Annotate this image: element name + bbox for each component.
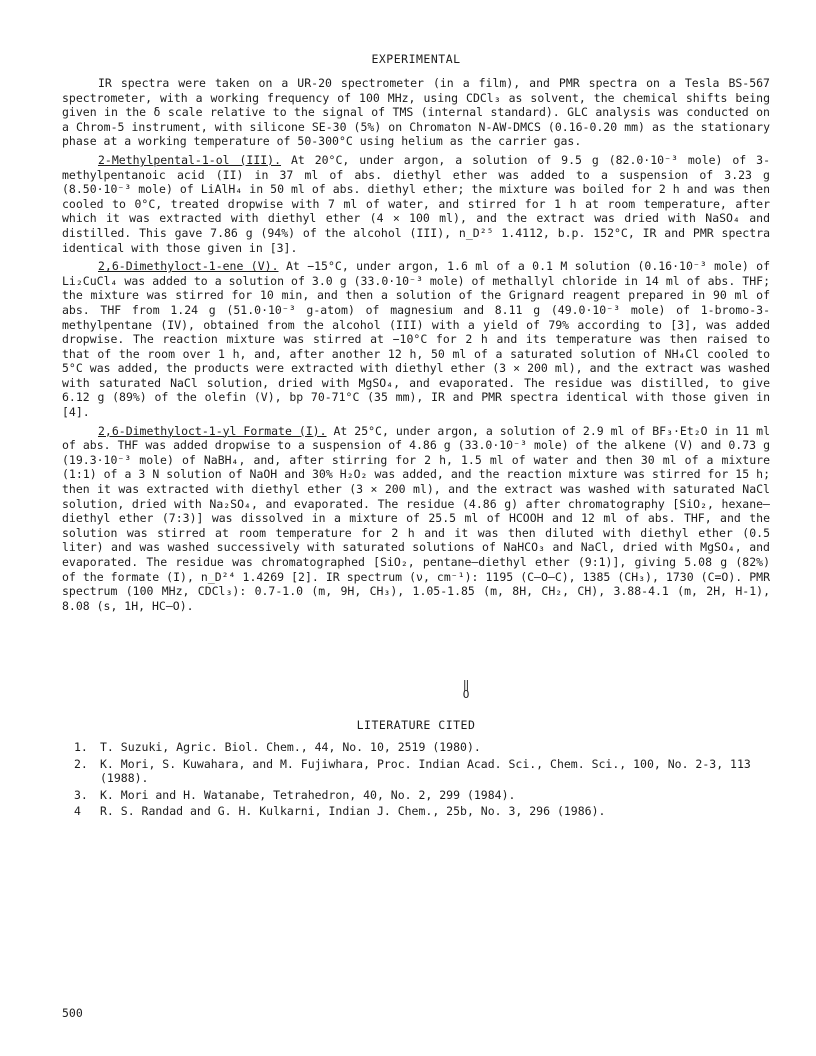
paragraph-methylpentanol xyxy=(62,153,770,255)
literature-title: LITERATURE CITED xyxy=(356,718,476,732)
reference-text: T. Suzuki, Agric. Biol. Chem., 44, No. 10, 2519 (1980). xyxy=(100,740,481,754)
reference-text: R. S. Randad and G. H. Kulkarni, Indian J. Chem., 25b, No. 3, 296 (1986). xyxy=(100,804,606,819)
reference-item xyxy=(62,788,770,803)
page-number: 500 xyxy=(62,1006,83,1020)
heading-methylpentanol: 2-Methylpental-1-ol (III). xyxy=(98,152,282,167)
reference-number: 1. xyxy=(74,740,88,754)
reference-item xyxy=(62,757,770,786)
reference-number: 3. xyxy=(74,787,88,802)
experimental-title: EXPERIMENTAL xyxy=(371,52,461,66)
literature-title-wrap xyxy=(62,718,770,732)
body-methylpentanol: At 20°C, under argon, a solution of 9.5 g (82.0·10⁻³ mole) of 3-methylpentanoic acid (II) in 37 ml of abs. diethyl ether was added to a suspension of 3.23 g (8.50·10⁻³ mole) of LiAlH₄ in 50 ml of abs. diethyl ether; the mixture was boiled for 2 h and was then cooled to 0°C, treated dropwise with 7 ml of water, and stirred for 1 h at room temperature, after which it was extracted with diethyl ether (4 × 100 ml), and the extract was dried with NaSO₄ and distilled. This gave 7.86 g (94%) of the alcohol (III), n_D²⁵ 1.4112, b.p. 152°C, IR and PMR spectra identical with those given in [3]. xyxy=(62,152,770,255)
body-dimethyloctyl-formate: At 25°C, under argon, a solution of 2.9 ml of BF₃·Et₂O in 11 ml of abs. THF was added dropwise to a suspension of 4.86 g (33.0·10⁻³ mole) of the alkene (V) and 0.73 g (19.3·10⁻³ mole) of NaBH₄, and, after stirring for 2 h, 1.5 ml of water and then 30 ml of a mixture (1:1) of a 3 N solution of NaOH and 30% H₂O₂ was added, and the reaction mixture was stirred for 15 h; then it was extracted with diethyl ether (3 × 200 ml), and the extract was washed with saturated NaCl solution, dried with Na₂SO₄, and evaporated. The residue (4.86 g) after chromatography [SiO₂, hexane–diethyl ether (7:3)] was dissolved in a mixture of 25.5 ml of HCOOH and 12 ml of abs. THF, and the solution was stirred at room temperature for 2 h and it was then diluted with diethyl ether (0.5 liter) and was washed successively with saturated solutions of NaHCO₃ and NaCl, dried with MgSO₄, and evaporated. The residue was chromatographed [SiO₂, pentane–diethyl ether (9:1)], giving 5.08 g (82%) of the formate (I), n_D²⁴ 1.4269 [2]. IR spectrum (ν, cm⁻¹): 1195 (C–O–C), 1385 (CH₃), 1730 (C=O). PMR spectrum (100 MHz, CDCl₃): 0.7-1.0 (m, 9H, CH₃), 1.05-1.85 (m, 8H, CH₂, CH), 3.88-4.1 (m, 2H, H-1), 8.08 (s, 1H, HC–O). xyxy=(62,423,770,613)
reference-number: 2. xyxy=(74,756,88,771)
reference-item xyxy=(62,740,770,755)
carbonyl-oxygen-mark: ‖ O xyxy=(462,678,470,701)
paragraph-dimethyloctyl-formate xyxy=(62,424,770,614)
reference-text: K. Mori and H. Watanabe, Tetrahedron, 40, No. 2, 299 (1984). xyxy=(100,787,516,802)
reference-item xyxy=(62,804,770,819)
heading-dimethyloctene: 2,6-Dimethyloct-1-ene (V). xyxy=(98,259,279,274)
body-dimethyloctene: At −15°C, under argon, 1.6 ml of a 0.1 M solution (0.16·10⁻³ mole) of Li₂CuCl₄ was added to a solution of 3.0 g (33.0·10⁻³ mole) of methallyl chloride in 14 ml of abs. THF; the mixture was stirred for 10 min, and then a solution of the Grignard reagent prepared in 90 ml of abs. THF from 1.24 g (51.0·10⁻³ g-atom) of magnesium and 8.11 g (49.0·10⁻³ mole) of 1-bromo-3-methylpentane (IV), obtained from the alcohol (III) with a yield of 79% according to [3], was added dropwise. The reaction mixture was stirred at −10°C for 2 h and its temperature was then raised to that of the room over 1 h, and, after another 12 h, 50 ml of a saturated solution of NH₄Cl cooled to 5°C was added, the products were extracted with diethyl ether (3 × 200 ml), and the extract was washed with saturated NaCl solution, dried with MgSO₄, and evaporated. The residue was distilled, to give 6.12 g (89%) of the olefin (V), bp 70-71°C (35 mm), IR and PMR spectra identical with those given in [4]. xyxy=(62,259,771,420)
experimental-section xyxy=(62,52,770,613)
reference-text: K. Mori, S. Kuwahara, and M. Fujiwhara, Proc. Indian Acad. Sci., Chem. Sci., 100, No. 2-3, 113 (1988). xyxy=(100,756,751,786)
experimental-intro: IR spectra were taken on a UR-20 spectrometer (in a film), and PMR spectra on a Tesla BS-567 spectrometer, with a working frequency of 100 MHz, using CDCl₃ as solvent, the chemical shifts being given in the δ scale relative to the signal of TMS (internal standard). GLC analysis was conducted on a Chrom-5 instrument, with silicone SE-30 (5%) on Chromaton N-AW-DMCS (0.16-0.20 mm) as the stationary phase at a working temperature of 50-300°C using helium as the carrier gas. xyxy=(62,76,770,149)
paragraph-dimethyloctene xyxy=(62,259,770,420)
reference-list xyxy=(62,740,770,821)
reference-number: 4 xyxy=(74,804,81,819)
heading-dimethyloctyl-formate: 2,6-Dimethyloct-1-yl Formate (I). xyxy=(98,423,327,438)
